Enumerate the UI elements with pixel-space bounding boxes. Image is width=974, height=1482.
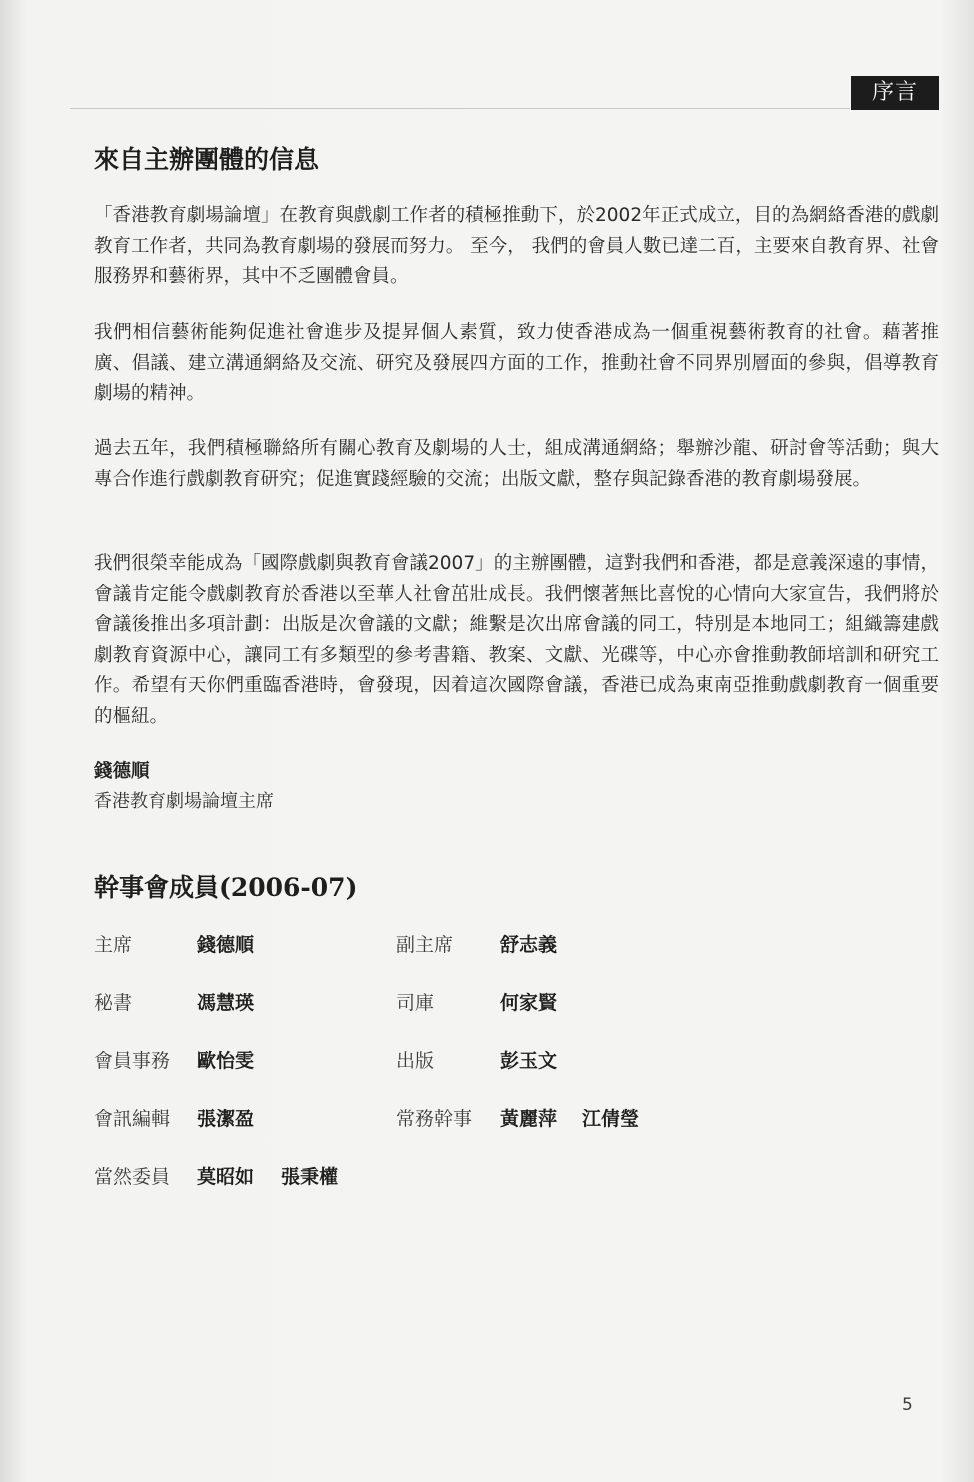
page-number: 5: [902, 1395, 913, 1415]
committee-role: 常務幹事: [396, 1108, 473, 1130]
signature-title: 香港教育劇場論壇主席: [94, 791, 274, 812]
committee-member: 歐怡雯: [197, 1050, 255, 1072]
committee-member: 張秉權: [281, 1166, 339, 1188]
committee-member: 張潔盈: [197, 1108, 255, 1130]
committee-member: 江倩瑩: [582, 1108, 640, 1130]
committee-role: 當然委員: [94, 1166, 171, 1188]
committee-member: 莫昭如: [197, 1166, 255, 1188]
committee-member: 錢德順: [197, 934, 255, 956]
committee-row: [94, 1046, 894, 1076]
committee-member: 馮慧瑛: [197, 992, 255, 1014]
message-paragraph-2: 我們相信藝術能夠促進社會進步及提昇個人素質，致力使香港成為一個重視藝術教育的社會。藉著推廣、倡議、建立溝通網絡及交流、研究及發展四方面的工作，推動社會不同界別層面的參與，倡導教育劇場的精神。: [94, 322, 939, 405]
committee-member: 彭玉文: [500, 1050, 558, 1072]
committee-row: [94, 988, 894, 1018]
section-tab: 序言: [851, 76, 939, 110]
committee-member: 黃麗萍: [500, 1108, 558, 1130]
committee-role: 出版: [396, 1050, 435, 1072]
message-paragraph-4: 我們很榮幸能成為「國際戲劇與教育會議2007」的主辦團體，這對我們和香港，都是意義深遠的事情，會議肯定能令戲劇教育於香港以至華人社會茁壯成長。我們懷著無比喜悅的心情向大家宣告，我們將於會議後推出多項計劃：出版是次會議的文獻；維繫是次出席會議的同工，特別是本地同工；組織籌建戲劇教育資源中心，讓同工有多類型的參考書籍、教案、文獻、光碟等，中心亦會推動教師培訓和研究工作。希望有天你們重臨香港時，會發現，因着這次國際會議，香港已成為東南亞推動戲劇教育一個重要的樞紐。: [94, 553, 939, 727]
committee-row: [94, 1104, 894, 1134]
committee-role: 副主席: [396, 934, 454, 956]
header-rule: [70, 78, 850, 109]
committee-role: 會訊編輯: [94, 1108, 171, 1130]
committee-role: 會員事務: [94, 1050, 171, 1072]
committee-role: 司庫: [396, 992, 435, 1014]
committee-role: 主席: [94, 934, 133, 956]
committee-title: 幹事會成員(2006-07): [94, 873, 358, 902]
signature-name: 錢德順: [94, 761, 150, 782]
committee-member: 何家賢: [500, 992, 558, 1014]
message-title: 來自主辦團體的信息: [94, 145, 320, 174]
committee-row: [94, 1162, 894, 1192]
message-paragraph-3: 過去五年，我們積極聯絡所有關心教育及劇場的人士，組成溝通網絡；舉辦沙龍、研討會等活動；與大專合作進行戲劇教育研究；促進實踐經驗的交流；出版文獻，整存與記錄香港的教育劇場發展。: [94, 438, 939, 490]
committee-member: 舒志義: [500, 934, 558, 956]
committee-row: [94, 930, 894, 960]
committee-role: 秘書: [94, 992, 133, 1014]
message-paragraph-1: 「香港教育劇場論壇」在教育與戲劇工作者的積極推動下，於2002年正式成立，目的為網絡香港的戲劇教育工作者，共同為教育劇場的發展而努力。 至今， 我們的會員人數已達二百，主要來自教育界、社會服務界和藝術界，其中不乏團體會員。: [94, 205, 939, 288]
